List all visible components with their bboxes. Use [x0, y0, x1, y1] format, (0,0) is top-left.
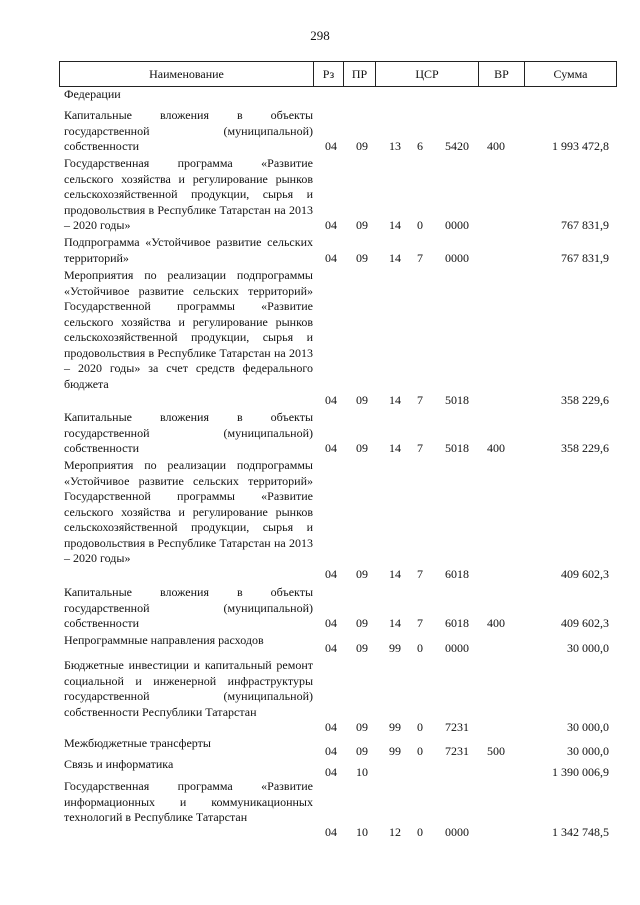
row-name: Капитальные вложения в объекты государственной (муниципальной) собственности: [64, 108, 313, 153]
row-vr: 500: [487, 743, 505, 758]
row-c3: 5420: [445, 138, 469, 153]
row-pr: 09: [356, 138, 368, 153]
row-c2: 7: [417, 615, 423, 630]
row-c1: 13: [389, 138, 401, 153]
row-vr: 400: [487, 440, 505, 455]
row-c2: 6: [417, 138, 423, 153]
row-pr: 10: [356, 764, 368, 779]
row-c3: 5018: [445, 440, 469, 455]
row-c3: 0000: [445, 217, 469, 232]
row-c1: 12: [389, 824, 401, 839]
row-c3: 6018: [445, 566, 469, 581]
table-row: [0, 736, 640, 759]
table-row: [0, 458, 640, 582]
header-csr: ЦСР: [376, 62, 479, 86]
row-sum: 409 602,3: [561, 615, 609, 630]
row-name: Бюджетные инвестиции и капитальный ремонт социальной и инженерной инфраструктуры государственной (муниципальной) собственности Республики Татарстан: [64, 658, 313, 719]
row-sum: 767 831,9: [561, 217, 609, 232]
row-rz: 04: [325, 250, 337, 265]
row-c3: 0000: [445, 250, 469, 265]
header-sum: Сумма: [553, 67, 588, 81]
row-rz: 04: [325, 566, 337, 581]
row-c1: 99: [389, 719, 401, 734]
table-row: [0, 87, 640, 103]
row-name: Государственная программа «Развитие сельского хозяйства и регулирование рынков сельскохозяйственной продукции, сырья и продовольствия в Республике Татарстан на 2013 – 2020 годы»: [64, 156, 313, 232]
row-rz: 04: [325, 743, 337, 758]
row-c2: 0: [417, 217, 423, 232]
row-c1: 14: [389, 250, 401, 265]
row-pr: 09: [356, 719, 368, 734]
row-c1: 14: [389, 566, 401, 581]
row-sum: 358 229,6: [561, 392, 609, 407]
row-pr: 09: [356, 392, 368, 407]
row-name: Мероприятия по реализации подпрограммы «Устойчивое развитие сельских территорий» Государственной программы «Развитие сельского хозяйства и регулирование рынков сельскохозяйственной продукции, сырья и продовольствия в Республике Татарстан на 2013 – 2020 годы» за счет средств федерального бюджета: [64, 268, 313, 391]
page-number: 298: [310, 28, 330, 43]
table-row: [0, 779, 640, 840]
row-c3: 7231: [445, 719, 469, 734]
row-name: Государственная программа «Развитие информационных и коммуникационных технологий в Республике Татарстан: [64, 779, 313, 824]
row-rz: 04: [325, 138, 337, 153]
table-row: [0, 757, 640, 780]
row-c3: 6018: [445, 615, 469, 630]
header-rz: Рз: [314, 62, 344, 86]
row-pr: 09: [356, 615, 368, 630]
row-sum: 767 831,9: [561, 250, 609, 265]
row-name: Связь и информатика: [64, 757, 174, 771]
row-c1: 99: [389, 743, 401, 758]
header-name: Наименование: [60, 62, 314, 86]
row-c2: 7: [417, 566, 423, 581]
row-c2: 0: [417, 743, 423, 758]
row-sum: 358 229,6: [561, 440, 609, 455]
table-row: [0, 585, 640, 631]
row-pr: 09: [356, 640, 368, 655]
row-rz: 04: [325, 217, 337, 232]
row-c1: 14: [389, 392, 401, 407]
row-pr: 09: [356, 743, 368, 758]
row-name: Капитальные вложения в объекты государственной (муниципальной) собственности: [64, 585, 313, 630]
row-rz: 04: [325, 764, 337, 779]
row-sum: 1 390 006,9: [552, 764, 609, 779]
row-c3: 7231: [445, 743, 469, 758]
table-row: [0, 658, 640, 735]
row-rz: 04: [325, 640, 337, 655]
row-pr: 09: [356, 440, 368, 455]
row-c2: 7: [417, 392, 423, 407]
header-pr: ПР: [344, 62, 376, 86]
row-pr: 10: [356, 824, 368, 839]
row-name: Межбюджетные трансферты: [64, 736, 211, 750]
row-name: Подпрограмма «Устойчивое развитие сельских территорий»: [64, 235, 313, 265]
table-row: [0, 108, 640, 154]
row-c3: 0000: [445, 824, 469, 839]
row-c2: 0: [417, 719, 423, 734]
table-row: [0, 633, 640, 656]
table-row: [0, 268, 640, 408]
row-sum: 30 000,0: [567, 743, 609, 758]
row-c2: 0: [417, 824, 423, 839]
row-sum: 30 000,0: [567, 640, 609, 655]
row-c2: 7: [417, 440, 423, 455]
row-vr: 400: [487, 138, 505, 153]
row-sum: 1 993 472,8: [552, 138, 609, 153]
row-name: Федерации: [64, 87, 121, 101]
row-c2: 0: [417, 640, 423, 655]
row-c1: 14: [389, 440, 401, 455]
header-vr: ВР: [479, 62, 525, 86]
row-name: Непрограммные направления расходов: [64, 633, 264, 647]
row-name: Мероприятия по реализации подпрограммы «Устойчивое развитие сельских территорий» Государственной программы «Развитие сельского хозяйства и регулирование рынков сельскохозяйственной продукции, сырья и продовольствия в Республике Татарстан на 2013 – 2020 годы»: [64, 458, 313, 565]
row-sum: 1 342 748,5: [552, 824, 609, 839]
row-rz: 04: [325, 392, 337, 407]
row-sum: 409 602,3: [561, 566, 609, 581]
row-name: Капитальные вложения в объекты государственной (муниципальной) собственности: [64, 410, 313, 455]
row-rz: 04: [325, 615, 337, 630]
row-c1: 14: [389, 615, 401, 630]
row-c3: 5018: [445, 392, 469, 407]
row-c2: 7: [417, 250, 423, 265]
row-vr: 400: [487, 615, 505, 630]
table-header: [59, 61, 617, 87]
row-rz: 04: [325, 440, 337, 455]
table-row: [0, 235, 640, 266]
row-c3: 0000: [445, 640, 469, 655]
row-sum: 30 000,0: [567, 719, 609, 734]
row-c1: 99: [389, 640, 401, 655]
row-pr: 09: [356, 217, 368, 232]
row-pr: 09: [356, 566, 368, 581]
table-row: [0, 410, 640, 456]
table-row: [0, 156, 640, 233]
row-c1: 14: [389, 217, 401, 232]
row-rz: 04: [325, 719, 337, 734]
row-pr: 09: [356, 250, 368, 265]
row-rz: 04: [325, 824, 337, 839]
